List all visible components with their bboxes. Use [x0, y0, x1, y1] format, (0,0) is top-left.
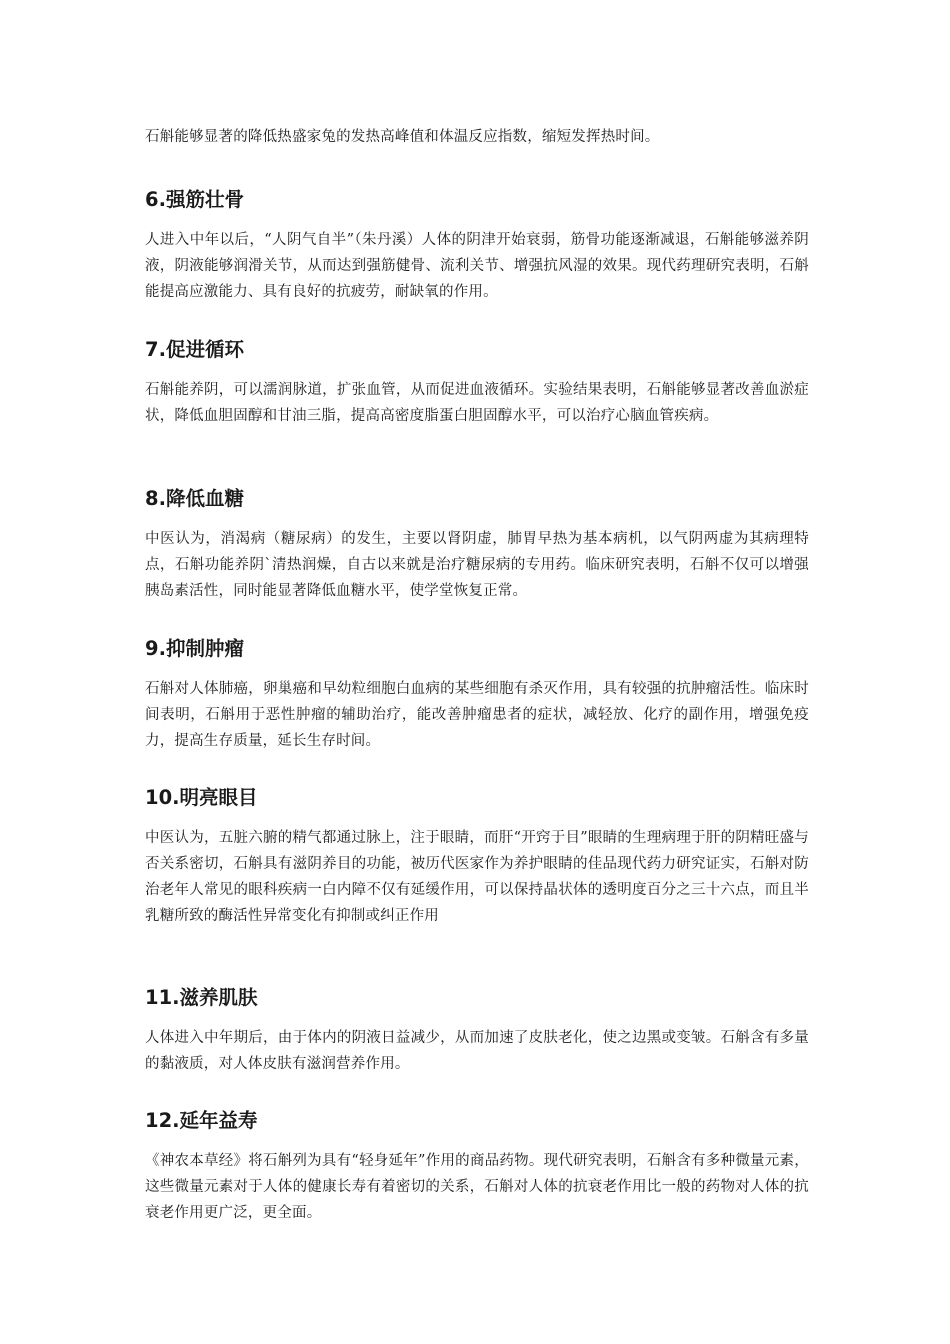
section-body: 中医认为，消渴病（糖尿病）的发生，主要以肾阴虚，肺胃早热为基本病机，以气阴两虚为其病理特点，石斛功能养阴`清热润燥，自古以来就是治疗糖尿病的专用药。临床研究表明，石斛不仅可以增强胰岛素活性，同时能显著降低血糖水平，使学堂恢复正常。	[145, 531, 809, 599]
section-heading: 8.降低血糖	[145, 487, 244, 510]
section-eyes	[145, 785, 809, 929]
section-body: 石斛能养阴，可以濡润脉道，扩张血管，从而促进血液循环。实验结果表明，石斛能够显著改善血淤症状，降低血胆固醇和甘油三脂，提高高密度脂蛋白胆固醇水平，可以治疗心脑血管疾病。	[145, 382, 809, 424]
section-skin	[145, 985, 809, 1077]
section-tumor	[145, 636, 809, 754]
intro-paragraph: 石斛能够显著的降低热盛家兔的发热高峰值和体温反应指数，缩短发挥热时间。	[145, 129, 660, 145]
section-body: 人体进入中年期后，由于体内的阴液日益减少，从而加速了皮肤老化，使之边黑或变皱。石斛含有多量的黏液质，对人体皮肤有滋润营养作用。	[145, 1030, 809, 1072]
section-body: 石斛对人体肺癌，卵巢癌和早幼粒细胞白血病的某些细胞有杀灭作用，具有较强的抗肿瘤活性。临床时间表明，石斛用于恶性肿瘤的辅助治疗，能改善肿瘤患者的症状，减轻放、化疗的副作用，增强免疫力，提高生存质量，延长生存时间。	[145, 681, 809, 749]
section-body: 中医认为，五脏六腑的精气都通过脉上，注于眼睛，而肝“开窍于目”眼睛的生理病理于肝的阴精旺盛与否关系密切，石斛具有滋阴养目的功能，被历代医家作为养护眼睛的佳品现代药力研究证实，石斛对防治老年人常见的眼科疾病一白内障不仅有延缓作用，可以保持晶状体的透明度百分之三十六点，而且半乳糖所致的酶活性异常变化有抑制或纠正作用	[145, 830, 809, 924]
section-strengthen-bones	[145, 187, 809, 305]
section-heading: 10.明亮眼目	[145, 786, 258, 809]
section-longevity	[145, 1108, 809, 1226]
section-heading: 7.促进循环	[145, 338, 244, 361]
section-body: 《神农本草经》将石斛列为具有“轻身延年”作用的商品药物。现代研究表明，石斛含有多种微量元素，这些微量元素对于人体的健康长寿有着密切的关系，石斛对人体的抗衰老作用比一般的药物对人体的抗衰老作用更广泛，更全面。	[145, 1153, 809, 1221]
section-heading: 11.滋养肌肤	[145, 986, 258, 1009]
section-body: 人进入中年以后，“人阴气自半”（朱丹溪）人体的阴津开始衰弱，筋骨功能逐渐减退，石斛能够滋养阴液，阴液能够润滑关节，从而达到强筋健骨、流利关节、增强抗风湿的效果。现代药理研究表明，石斛能提高应激能力、具有良好的抗疲劳，耐缺氧的作用。	[145, 232, 809, 300]
section-blood-sugar	[145, 486, 809, 604]
section-heading: 6.强筋壮骨	[145, 188, 244, 211]
section-circulation	[145, 337, 809, 429]
section-heading: 9.抑制肿瘤	[145, 637, 244, 660]
section-heading: 12.延年益寿	[145, 1109, 258, 1132]
